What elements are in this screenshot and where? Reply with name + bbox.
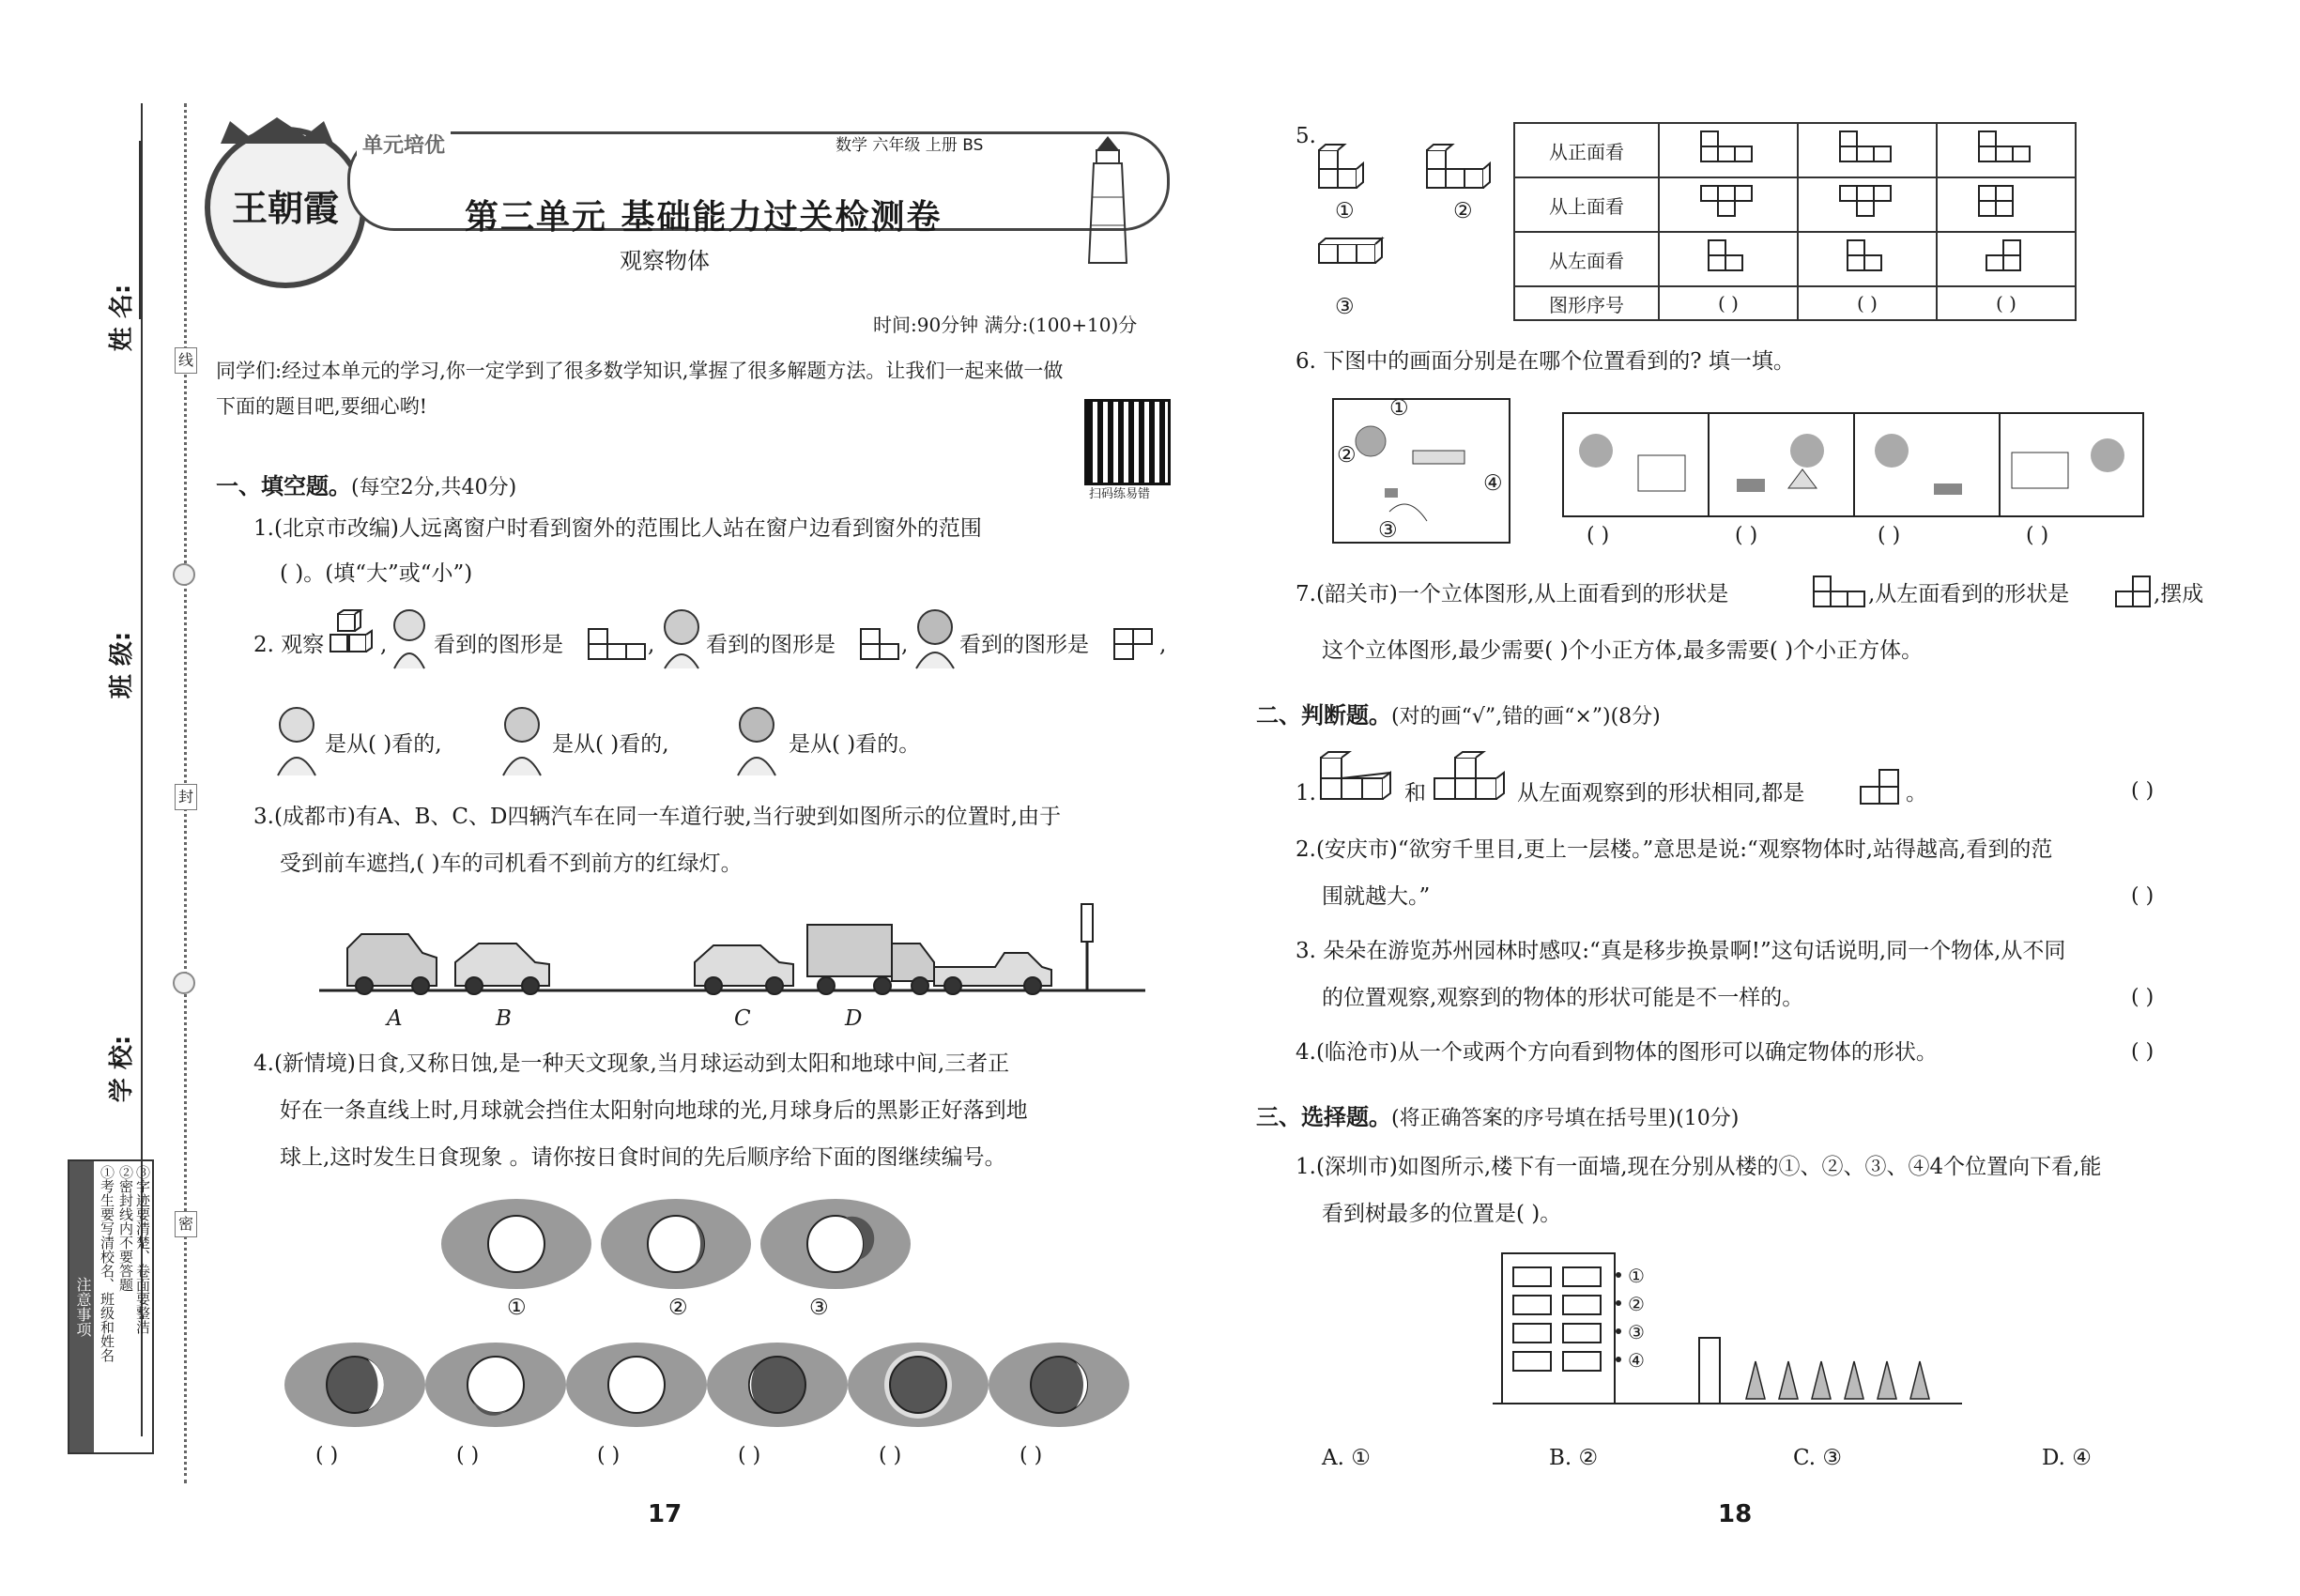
page-title: 第三单元 基础能力过关检测卷 <box>465 198 943 237</box>
s2-answer[interactable]: ( ) <box>2131 884 2154 908</box>
page-number-left: 17 <box>648 1500 682 1528</box>
brand-logo: 王朝霞 <box>205 127 366 288</box>
eclipse-row-2 <box>282 1333 1127 1436</box>
floor-label: ③ <box>1628 1321 1645 1343</box>
s2-answer[interactable]: ( ) <box>2131 1040 2154 1064</box>
s1-q7-line2: 这个立体图形,最少需要( )个小正方体,最多需要( )个小正方体。 <box>1322 638 1924 663</box>
s1-q4-line2: 好在一条直线上时,月球就会挡住太阳射向地球的光,月球身后的黑影正好落到地 <box>280 1098 1028 1123</box>
s2-q3-line2: 的位置观察,观察到的物体的形状可能是不一样的。 <box>1322 986 1804 1010</box>
car-label: D <box>845 1006 863 1031</box>
s2-q4: 4.(临沧市)从一个或两个方向看到物体的图形可以确定物体的形状。 <box>1296 1040 1938 1065</box>
eclipse-row-1 <box>441 1192 911 1296</box>
s2-q1-num: 1. <box>1296 781 1316 806</box>
notice-item: ②密封线内不要答题 <box>117 1165 134 1292</box>
q6-answer[interactable]: ( ) <box>1735 524 1758 547</box>
s2-answer[interactable]: ( ) <box>2131 986 2154 1009</box>
meta-label: 数学 六年级 上册 BS <box>836 136 984 155</box>
q6-pos-label: ③ <box>1378 518 1398 543</box>
punch-hole-icon <box>173 972 195 994</box>
q5-views-table <box>1513 122 2077 321</box>
page-subtitle: 观察物体 <box>620 248 710 274</box>
q6-pos-label: ④ <box>1483 471 1503 496</box>
q5-fig-label: ③ <box>1335 295 1355 319</box>
s1-q1-line2: ( )。(填“大”或“小”) <box>280 561 473 586</box>
s1-q2-text: 2. 观察 <box>253 633 325 657</box>
punch-hole-icon <box>173 563 195 586</box>
qr-caption: 扫码练易错 <box>1089 487 1151 501</box>
cars-road-figure <box>319 897 1145 1009</box>
name-label: 姓 名: <box>108 284 137 352</box>
q5-row-header: 从上面看 <box>1514 177 1659 232</box>
s2-q1-solid-b <box>1433 756 1513 812</box>
option-a[interactable]: A. ① <box>1322 1446 1371 1470</box>
series-label: 单元培优 <box>357 130 451 159</box>
building-trees-figure <box>1493 1249 1971 1418</box>
s2-q2-line2: 围就越大。” <box>1322 884 1431 909</box>
s1-q3-line1: 3.(成都市)有A、B、C、D四辆汽车在同一车道行驶,当行驶到如图所示的位置时,由于 <box>253 805 1062 829</box>
eclipse-3 <box>760 1199 911 1289</box>
s3-q1-line1: 1.(深圳市)如图所示,楼下有一面墙,现在分别从楼的①、②、③、④4个位置向下看,能 <box>1296 1155 2102 1179</box>
traffic-light-icon <box>1081 904 1093 990</box>
q6-pos-label: ② <box>1337 443 1357 468</box>
view-shape-l-icon <box>859 627 902 661</box>
view-shape-2x2-icon <box>1112 627 1156 661</box>
eclipse-1 <box>441 1199 591 1289</box>
floor-label: ② <box>1628 1293 1645 1315</box>
q5-fig-label: ② <box>1453 199 1473 223</box>
s1-q4-line1: 4.(新情境)日食,又称日蚀,是一种天文现象,当月球运动到太阳和地球中间,三者正 <box>253 1051 1010 1076</box>
s1-q5-num: 5. <box>1296 124 1316 148</box>
s2-q1-solid-a <box>1319 756 1400 812</box>
s1-q7-text: 7.(韶关市)一个立体图形,从上面看到的形状是 <box>1296 582 1729 606</box>
crown-icon <box>221 117 333 144</box>
q5-answer-blank[interactable]: ( ) <box>1937 286 2076 320</box>
boy-figure-icon <box>387 608 432 668</box>
boy-figure-icon <box>272 704 321 775</box>
s2-answer[interactable]: ( ) <box>2131 779 2154 803</box>
notice-item: ③字迹要清楚、卷面要整洁 <box>134 1165 151 1334</box>
s1-q4-line3: 球上,这时发生日食现象 。请你按日食时间的先后顺序给下面的图继续编号。 <box>280 1145 1006 1170</box>
section1-title: 一、填空题。(每空2分,共40分) <box>216 473 517 499</box>
section2-title: 二、判断题。(对的画“√”,错的画“×”)(8分) <box>1256 702 1661 729</box>
s1-q2-answer[interactable]: 是从( )看的。 <box>789 732 921 757</box>
eclipse-2 <box>601 1199 751 1289</box>
car-a-icon <box>347 934 437 994</box>
intro-line: 同学们:经过本单元的学习,你一定学到了很多数学知识,掌握了很多解题方法。让我们一起来做一做 <box>216 360 1064 382</box>
s1-q1-line1: 1.(北京市改编)人远离窗户时看到窗外的范围比人站在窗户边看到窗外的范围 <box>253 516 982 541</box>
seal-char-close: 密 <box>175 1211 197 1237</box>
q5-row-header: 从正面看 <box>1514 123 1659 177</box>
section3-title: 三、选择题。(将正确答案的序号填在括号里)(10分) <box>1256 1104 1740 1130</box>
car-c-icon <box>695 945 793 994</box>
q6-answer[interactable]: ( ) <box>1587 524 1610 547</box>
car-label: A <box>387 1006 403 1031</box>
car-label: B <box>496 1006 512 1031</box>
eclipse-label: ① <box>507 1296 527 1320</box>
s1-q6: 6. 下图中的画面分别是在哪个位置看到的? 填一填。 <box>1296 349 1795 374</box>
q5-answer-blank[interactable]: ( ) <box>1798 286 1937 320</box>
eclipse-answer[interactable]: ( ) <box>315 1444 339 1467</box>
name-field[interactable] <box>139 141 141 319</box>
eclipse-answer[interactable]: ( ) <box>879 1444 902 1467</box>
floor-label: ① <box>1628 1265 1645 1287</box>
eclipse-label: ② <box>668 1296 688 1320</box>
q5-row-header: 从左面看 <box>1514 232 1659 286</box>
truck-d-icon <box>807 925 934 994</box>
option-b[interactable]: B. ② <box>1549 1446 1599 1470</box>
s1-q2-answer[interactable]: 是从( )看的, <box>325 732 442 757</box>
eclipse-answer[interactable]: ( ) <box>738 1444 761 1467</box>
child-figure-icon <box>657 608 706 668</box>
q7-left-view-icon <box>2114 575 2157 612</box>
seal-char-seal: 封 <box>175 784 197 810</box>
eclipse-label: ③ <box>809 1296 829 1320</box>
floor-label: ④ <box>1628 1349 1645 1372</box>
cube-stack-icon <box>329 610 381 663</box>
car-b-icon <box>455 944 549 994</box>
qr-code-icon[interactable] <box>1084 399 1171 485</box>
school-label: 学 校: <box>108 1035 137 1103</box>
q6-pos-label: ① <box>1389 396 1409 421</box>
q5-fig-label: ① <box>1335 199 1355 223</box>
eclipse-answer[interactable]: ( ) <box>456 1444 480 1467</box>
s2-q2-line1: 2.(安庆市)“欲穷千里目,更上一层楼。”意思是说:“观察物体时,站得越高,看到的范 <box>1296 837 2053 862</box>
s2-q1-view-icon <box>1859 768 1904 807</box>
s3-q1-line2: 看到树最多的位置是( )。 <box>1322 1202 1562 1226</box>
time-score: 时间:90分钟 满分:(100+10)分 <box>873 314 1138 336</box>
page-number-right: 18 <box>1718 1500 1753 1528</box>
q6-answer[interactable]: ( ) <box>1878 524 1901 547</box>
car-label: C <box>734 1006 751 1031</box>
lighthouse-icon <box>1080 131 1136 263</box>
option-d[interactable]: D. ④ <box>2042 1446 2092 1470</box>
view-shape-3-row-icon <box>587 627 649 661</box>
q6-answer[interactable]: ( ) <box>2026 524 2049 547</box>
q5-answer-blank[interactable]: ( ) <box>1659 286 1798 320</box>
girl-figure-icon <box>911 608 959 668</box>
q5-row-header: 图形序号 <box>1514 286 1659 320</box>
girl-figure-icon <box>732 704 781 775</box>
option-c[interactable]: C. ③ <box>1793 1446 1843 1470</box>
eclipse-answer[interactable]: ( ) <box>1020 1444 1043 1467</box>
notice-item: ①考生要写清校名、班级和姓名 <box>99 1165 115 1362</box>
s1-q3-line2: 受到前车遮挡,( )车的司机看不到前方的红绿灯。 <box>280 852 743 876</box>
s1-q2-answer[interactable]: 是从( )看的, <box>552 732 669 757</box>
q7-top-view-icon <box>1812 575 1872 612</box>
intro-line: 下面的题目吧,要细心哟! <box>216 395 428 418</box>
notice-box <box>68 1159 154 1454</box>
eclipse-answer[interactable]: ( ) <box>597 1444 621 1467</box>
class-label: 班 级: <box>108 631 137 699</box>
q6-scenes-strip <box>1563 413 2145 518</box>
pickup-icon <box>934 953 1051 994</box>
s2-q3-line1: 3. 朵朵在游览苏州园林时感叹:“真是移步换景啊!”这句话说明,同一个物体,从不同 <box>1296 939 2066 963</box>
child-figure-icon <box>498 704 546 775</box>
notice-title: 注意事项 <box>69 1161 94 1452</box>
seal-char-line: 线 <box>175 347 197 374</box>
